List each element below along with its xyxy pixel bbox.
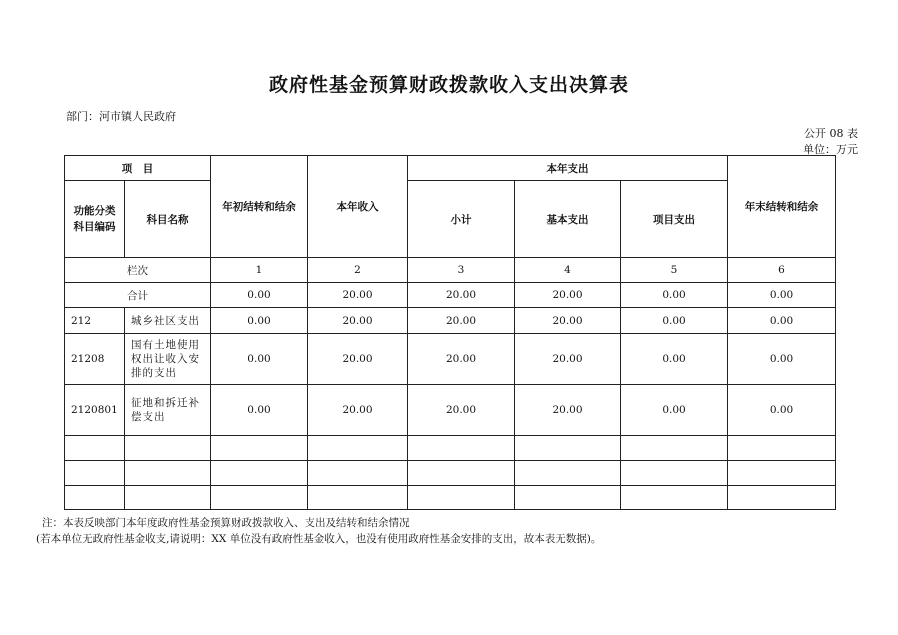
header-func-code: 功能分类科目编码 — [65, 181, 125, 258]
row-cell: 20.00 — [308, 385, 408, 436]
column-index-cell: 5 — [621, 258, 728, 283]
row-cell: 0.00 — [728, 385, 836, 436]
row-cell: 20.00 — [308, 334, 408, 385]
table-row — [65, 334, 836, 385]
row-cell: 20.00 — [515, 308, 621, 334]
total-cell: 20.00 — [515, 283, 621, 308]
row-cell: 20.00 — [515, 385, 621, 436]
column-index-cell: 2 — [308, 258, 408, 283]
empty-row — [65, 486, 836, 510]
row-code: 21208 — [65, 334, 125, 385]
table-row — [65, 308, 836, 334]
row-code: 212 — [65, 308, 125, 334]
table-code: 公开 08 表 — [804, 127, 858, 140]
total-cell: 20.00 — [408, 283, 515, 308]
row-name: 城乡社区支出 — [125, 308, 211, 334]
row-cell: 0.00 — [728, 308, 836, 334]
row-cell: 0.00 — [211, 308, 308, 334]
row-cell: 0.00 — [621, 385, 728, 436]
row-cell: 0.00 — [621, 334, 728, 385]
row-cell: 0.00 — [728, 334, 836, 385]
row-cell: 20.00 — [408, 385, 515, 436]
header-basic: 基本支出 — [515, 181, 621, 258]
row-cell: 20.00 — [408, 308, 515, 334]
table-row — [65, 385, 836, 436]
unit-label: 单位：万元 — [803, 143, 858, 156]
header-item: 项 目 — [65, 156, 211, 181]
total-cell: 0.00 — [621, 283, 728, 308]
footnote-2: (若本单位无政府性基金收支,请说明：XX 单位没有政府性基金收入，也没有使用政府性基金安排的支出，故本表无数据)。 — [36, 533, 602, 545]
row-cell: 0.00 — [211, 385, 308, 436]
column-index-cell: 4 — [515, 258, 621, 283]
header-end-balance: 年末结转和结余 — [728, 156, 836, 258]
row-name: 国有土地使用权出让收入安排的支出 — [125, 334, 211, 385]
header-subtotal: 小计 — [408, 181, 515, 258]
total-row — [65, 283, 836, 308]
row-cell: 0.00 — [211, 334, 308, 385]
total-cell: 0.00 — [728, 283, 836, 308]
header-subject-name: 科目名称 — [125, 181, 211, 258]
column-index-cell: 6 — [728, 258, 836, 283]
footnote-1: 注：本表反映部门本年度政府性基金预算财政拨款收入、支出及结转和结余情况 — [42, 517, 410, 529]
empty-row — [65, 436, 836, 461]
column-index-row — [65, 258, 836, 283]
row-cell: 0.00 — [621, 308, 728, 334]
column-index-cell: 1 — [211, 258, 308, 283]
page-title: 政府性基金预算财政拨款收入支出决算表 — [268, 74, 629, 96]
row-name: 征地和拆迁补偿支出 — [125, 385, 211, 436]
row-cell: 20.00 — [308, 308, 408, 334]
header-project: 项目支出 — [621, 181, 728, 258]
header-begin-balance: 年初结转和结余 — [211, 156, 308, 258]
final-accounts-table — [64, 155, 836, 510]
row-cell: 20.00 — [408, 334, 515, 385]
row-cell: 20.00 — [515, 334, 621, 385]
column-index-label: 栏次 — [65, 258, 211, 283]
total-cell: 0.00 — [211, 283, 308, 308]
row-code: 2120801 — [65, 385, 125, 436]
department-label: 部门：河市镇人民政府 — [66, 110, 176, 123]
header-expenditure: 本年支出 — [408, 156, 728, 181]
header-income: 本年收入 — [308, 156, 408, 258]
total-cell: 20.00 — [308, 283, 408, 308]
column-index-cell: 3 — [408, 258, 515, 283]
empty-row — [65, 461, 836, 486]
total-label: 合计 — [65, 283, 211, 308]
